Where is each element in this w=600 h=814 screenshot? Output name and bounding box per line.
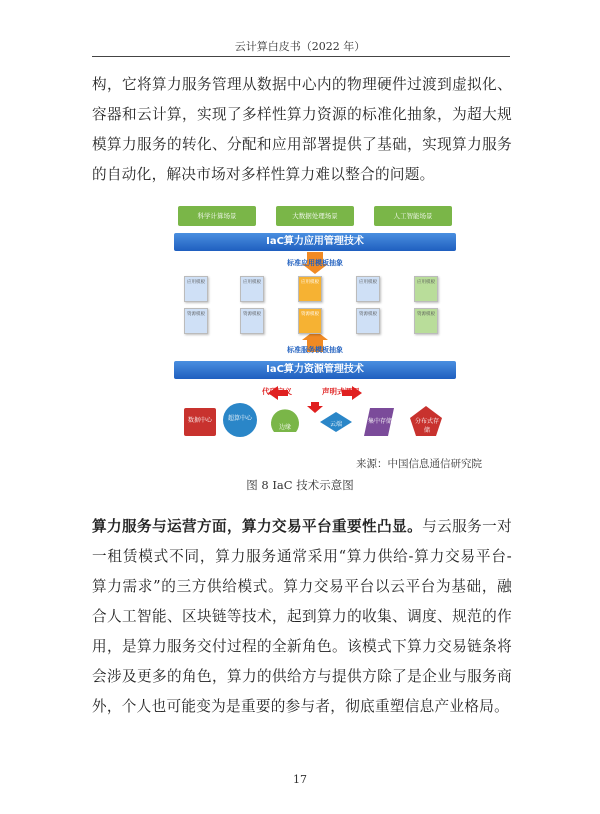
- paragraph-2-body: 与云服务一对一租赁模式不同，算力服务通常采用“算力供给-算力交易平台-算力需求”的三方供给模式。算力交易平台以云平台为基础，融合人工智能、区块链等技术，起到算力的收集、调度、规范的作用，是算力服务交付过程的全新角色。该模式下算力交易链条将会涉及更多的角色，算力的供给方与提供方除了是企业与服务商外，个人也可能变为是重要的参与者，彻底重塑信息产业格局。: [92, 518, 512, 715]
- template-card: 资源模板: [184, 308, 208, 334]
- app-template-label: 标准应用模板抽象: [287, 259, 343, 267]
- page-number: 17: [293, 773, 307, 786]
- template-card: 资源模板: [356, 308, 380, 334]
- template-card: 应用模板: [240, 276, 264, 302]
- figure-source: 来源：中国信息通信研究院: [356, 458, 482, 470]
- resource-label: 云端: [329, 421, 342, 428]
- scenario-bigdata: 大数据处理场景: [276, 206, 354, 226]
- service-template-label: 标准服务模板抽象: [287, 346, 343, 354]
- code-definition-label: 代码定义: [262, 387, 292, 396]
- app-management-band: IaC算力应用管理技术: [174, 233, 456, 251]
- template-card: 应用模板: [356, 276, 380, 302]
- template-card: 资源模板: [414, 308, 438, 334]
- template-card: 应用模板: [184, 276, 208, 302]
- template-card: 应用模板: [298, 276, 322, 302]
- scenario-science: 科学计算场景: [178, 206, 256, 226]
- declarative-call-label: 声明式调用: [322, 387, 360, 396]
- template-card: 资源模板: [240, 308, 264, 334]
- resource-label: 分布式存储: [414, 418, 439, 434]
- resource-label: 数据中心: [187, 417, 212, 424]
- paragraph-2-lead: 算力服务与运营方面，算力交易平台重要性凸显。: [92, 518, 423, 535]
- template-card: 应用模板: [414, 276, 438, 302]
- running-header: 云计算白皮书（2022 年）: [234, 40, 366, 53]
- header-divider: [92, 56, 510, 57]
- paragraph-1: 构，它将算力服务管理从数据中心内的物理硬件过渡到虚拟化、容器和云计算，实现了多样性算力资源的标准化抽象，为超大规模算力服务的转化、分配和应用部署提供了基础，实现算力服务的自动化，解决市场对多样性算力难以整合的问题。: [92, 76, 512, 183]
- resource-label: 边缘: [278, 424, 291, 431]
- scenario-ai: 人工智能场景: [374, 206, 452, 226]
- figure-caption: 图 8 IaC 技术示意图: [246, 478, 354, 492]
- arrow-down-red-icon: [307, 402, 323, 413]
- resource-label: 集中存储: [368, 418, 393, 425]
- paragraph-2: [92, 512, 512, 722]
- template-card: 资源模板: [298, 308, 322, 334]
- resource-label: 超算中心: [228, 415, 253, 422]
- iac-diagram: [170, 200, 460, 448]
- resource-management-band: IaC算力资源管理技术: [174, 361, 456, 379]
